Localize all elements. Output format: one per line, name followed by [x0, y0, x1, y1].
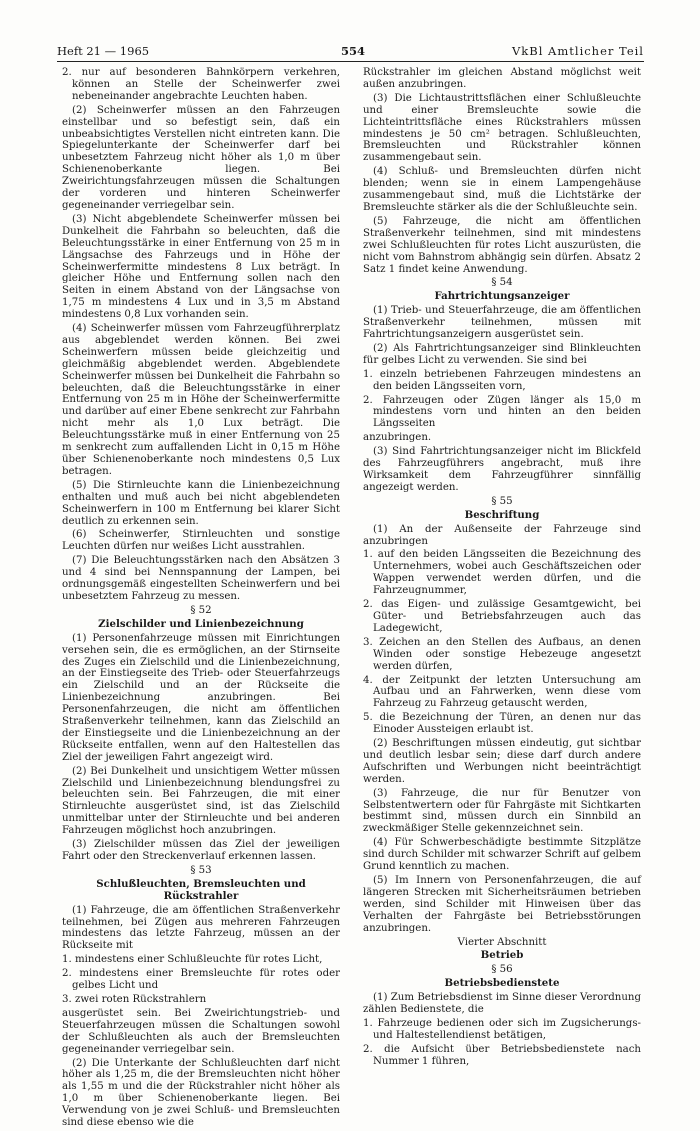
section-heading: Beschriftung [464, 508, 540, 521]
paragraph: (5) Im Innern von Personenfahrzeugen, die auf längeren Strecken mit Sicherheitsräumen betrieben werden, sind Schilder mit Hinweisen über das Verhalten der Fahrgäste bei Betriebsstörungen anzubringen. [363, 875, 641, 934]
paragraph: (4) Scheinwerfer müssen vom Fahrzeugführerplatz aus abgeblendet werden können. Bei zwei Scheinwerfern müssen beide gleichzeitig und gleichmäßig abgeblendet werden. Abgeblendete Scheinwerfer müssen bei Dunkelheit die Fahrbahn so beleuchten, daß die Beleuchtungsstärke in einer Entfernung von 25 m in Höhe der Scheinwerfermitte und darüber auf einer Ebene senkrecht zur Fahrbahn nicht mehr als 1,0 Lux beträgt. Die Beleuchtungsstärke muß in einer Entfernung von 25 m senkrecht zum auffallenden Licht in 0,15 m Höhe über Schienenoberkante noch mindestens 0,5 Lux betragen. [62, 323, 340, 477]
right-column [363, 67, 641, 1070]
page-header [0, 0, 700, 70]
page-number: 554 [341, 44, 366, 58]
list-item: 2. die Aufsicht über Betriebsbedienstete nach Nummer 1 führen, [363, 1043, 641, 1067]
paragraph: (4) Für Schwerbeschädigte bestimmte Sitzplätze sind durch Schilder mit schwarzer Schrift auf gelbem Grund kenntlich zu machen. [363, 837, 641, 873]
list-item: 1. Fahrzeuge bedienen oder sich im Zugsicherungs- und Haltestellendienst betätigen, [363, 1017, 641, 1041]
issue-label: Heft 21 — 1965 [57, 44, 150, 58]
section-heading: Schlußleuchten, Bremsleuchten und Rückstrahler [96, 877, 306, 902]
list-item: 3. Zeichen an den Stellen des Aufbaus, an denen Winden oder sonstige Hebezeuge angesetzt werden dürfen, [363, 636, 641, 672]
paragraph: (3) Nicht abgeblendete Scheinwerfer müssen bei Dunkelheit die Fahrbahn so beleuchten, daß die Beleuchtungsstärke in einer Entfernung von 25 m in Längsachse des Fahrzeugs und in Höhe der Scheinwerfermitte mindestens 8 Lux beträgt. In gleicher Höhe und Entfernung sollen nach den Seiten in einem Abstand von der Längsachse von 1,75 m mindestens 4 Lux und in 3,5 m Abstand mindestens 0,8 Lux vorhanden sein. [62, 213, 340, 321]
paragraph: (2) Beschriftungen müssen eindeutig, gut sichtbar und deutlich lesbar sein; diese darf durch andere Aufschriften und Werbungen nicht beeinträchtigt werden. [363, 738, 641, 785]
list-item: 1. einzeln betriebenen Fahrzeugen mindestens an den beiden Längsseiten vorn, [363, 368, 641, 392]
section-heading: Zielschilder und Linienbezeichnung [98, 617, 304, 630]
paragraph: (2) Als Fahrtrichtungsanzeiger sind Blinkleuchten für gelbes Licht zu verwenden. Sie sind bei [363, 342, 641, 366]
paragraph: (2) Die Unterkante der Schlußleuchten darf nicht höher als 1,25 m, die der Bremsleuchten nicht höher als 1,55 m und die der Rückstrahler nicht höher als 1,0 m über Schienenoberkante liegen. Bei Verwendung von je zwei Schluß- und Bremsleuchten sind diese ebenso wie die [62, 1057, 340, 1129]
publication-title: VkBl Amtlicher Teil [512, 44, 644, 58]
section-heading: Betriebsbedienstete [444, 977, 560, 990]
section-heading: Fahrtrichtungsanzeiger [434, 290, 570, 303]
paragraph: (1) An der Außenseite der Fahrzeuge sind anzubringen [363, 523, 641, 547]
paragraph: (5) Fahrzeuge, die nicht am öffentlichen Straßenverkehr teilnehmen, sind mit mindestens zwei Schlußleuchten für rotes Licht auszurüsten, die nicht vom Bahnstrom abhängig sein dürfen. Absatz 2 Satz 1 findet keine Anwendung. [363, 215, 641, 275]
paragraph: (5) Die Stirnleuchte kann die Linienbezeichnung enthalten und muß auch bei nicht abgeblendeten Scheinwerfern in 100 m Entfernung bei klarer Sicht deutlich zu erkennen sein. [62, 479, 340, 527]
list-item: 2. nur auf besonderen Bahnkörpern verkehren, können an Stelle der Scheinwerfer zwei nebeneinander angebrachte Leuchten haben. [62, 67, 340, 102]
list-item: 4. der Zeitpunkt der letzten Untersuchung am Aufbau und an Fahrwerken, wenn diese vom Fahrzeug zu Fahrzeug getauscht werden, [363, 674, 641, 710]
list-item: 2. das Eigen- und zulässige Gesamtgewicht, bei Güter- und Betriebsfahrzeugen auch das Ladegewicht, [363, 599, 641, 634]
paragraph: (3) Die Lichtaustrittsflächen einer Schlußleuchte und einer Bremsleuchte sowie die Lichteintrittsfläche eines Rückstrahlers müssen mindestens je 50 cm² betragen. Schlußleuchten, Bremsleuchten und Rückstrahler können zusammengebaut sein. [363, 92, 641, 164]
section-heading: Betrieb [480, 949, 524, 962]
paragraph: (3) Sind Fahrtrichtungsanzeiger nicht im Blickfeld des Fahrzeugführers angebracht, muß ihre Wirksamkeit dem Fahrzeugführer sinnfällig angezeigt werden. [363, 446, 641, 493]
paragraph: Rückstrahler im gleichen Abstand möglichst weit außen anzubringen. [363, 67, 641, 90]
section-number: § 53 [190, 864, 212, 876]
paragraph: (1) Zum Betriebsdienst im Sinne dieser Verordnung zählen Bedienstete, die [363, 992, 641, 1016]
list-item: 1. mindestens einer Schlußleuchte für rotes Licht, [62, 954, 323, 966]
paragraph: (7) Die Beleuchtungsstärken nach den Absätzen 3 und 4 sind bei Nennspannung der Lampen, bei ordnungsgemäß eingestellten Scheinwerfern und bei unbesetztem Fahrzeug zu messen. [62, 555, 340, 602]
paragraph: (2) Scheinwerfer müssen an den Fahrzeugen einstellbar und so befestigt sein, daß ein unbeabsichtigtes Verstellen nicht eintreten kann. Die Spiegelunterkante der Scheinwerfer darf bei unbesetztem Fahrzeug nicht höher als 1,0 m über Schienenoberkante liegen. Bei Zweirichtungsfahrzeugen müssen die Schaltungen der vorderen und hinteren Scheinwerfer gegeneinander verriegelbar sein. [62, 104, 340, 211]
paragraph: (1) Fahrzeuge, die am öffentlichen Straßenverkehr teilnehmen, bei Zügen aus mehreren Fahrzeugen mindestens das letzte Fahrzeug, müssen an der Rückseite mit [62, 904, 340, 952]
section-number: § 54 [491, 277, 513, 289]
paragraph: (3) Zielschilder müssen das Ziel der jeweiligen Fahrt oder den Streckenverlauf erkennen lassen. [62, 839, 340, 862]
section-number: § 56 [491, 964, 513, 976]
list-item: 2. Fahrzeugen oder Zügen länger als 15,0 m mindestens vorn und hinten an den beiden Längsseiten [363, 394, 641, 430]
paragraph: (3) Fahrzeuge, die nur für Benutzer von Selbstentwertern oder für Fahrgäste mit Sichtkarten bestimmt sind, müssen durch ein Sinnbild an zweckmäßiger Stelle gekennzeichnet sein. [363, 787, 641, 835]
section-number: Vierter Abschnitt [457, 936, 547, 948]
paragraph: (1) Personenfahrzeuge müssen mit Einrichtungen versehen sein, die es ermöglichen, an der Stirnseite des Zuges ein Zielschild und die Linienbezeichnung, an der Einstiegseite des Trieb- oder Steuerfahrzeugs ein Zielschild und an der Rückseite die Linienbezeichnung anzubringen. Bei Personenfahrzeugen, die nicht am öffentlichen Straßenverkehr teilnehmen, kann das Zielschild an der Einstiegseite und die Linienbezeichnung an der Rückseite entfallen, wenn auf den Haltestellen das Ziel der jeweiligen Fahrt angezeigt wird. [62, 632, 340, 763]
list-item: 2. mindestens einer Bremsleuchte für rotes oder gelbes Licht und [62, 968, 340, 992]
section-number: § 52 [190, 604, 212, 616]
paragraph: (6) Scheinwerfer, Stirnleuchten und sonstige Leuchten dürfen nur weißes Licht ausstrahlen. [62, 529, 340, 553]
paragraph: ausgerüstet sein. Bei Zweirichtungstrieb- und Steuerfahrzeugen müssen die Schaltungen sowohl der Schlußleuchten als auch der Bremsleuchten gegeneinander verriegelbar sein. [62, 1007, 340, 1055]
paragraph: (4) Schluß- und Bremsleuchten dürfen nicht blenden; wenn sie in einem Lampengehäuse zusammengebaut sind, muß die Lichtstärke der Bremsleuchte stärker als die der Schlußleuchte sein. [363, 166, 641, 213]
paragraph: anzubringen. [363, 432, 432, 444]
list-item: 1. auf den beiden Längsseiten die Bezeichnung des Unternehmers, wobei auch Geschäftszeichen oder Wappen verwendet werden dürfen, und die Fahrzeugnummer, [363, 549, 641, 597]
paragraph: (1) Trieb- und Steuerfahrzeuge, die am öffentlichen Straßenverkehr teilnehmen, müssen mit Fahrtrichtungsanzeigern ausgerüstet sein. [363, 305, 641, 341]
paragraph: (2) Bei Dunkelheit und unsichtigem Wetter müssen Zielschild und Linienbezeichnung blendungsfrei zu beleuchten sein. Bei Fahrzeugen, die mit einer Stirnleuchte ausgerüstet sind, ist das Zielschild unmittelbar unter der Stirnleuchte und bei anderen Fahrzeugen möglichst hoch anzubringen. [62, 765, 340, 837]
list-item: 5. die Bezeichnung der Türen, an denen nur das Einoder Aussteigen erlaubt ist. [363, 712, 641, 736]
list-item: 3. zwei roten Rückstrahlern [62, 993, 207, 1005]
left-column [62, 67, 340, 1131]
header-rule [57, 61, 644, 62]
section-number: § 55 [491, 495, 513, 507]
